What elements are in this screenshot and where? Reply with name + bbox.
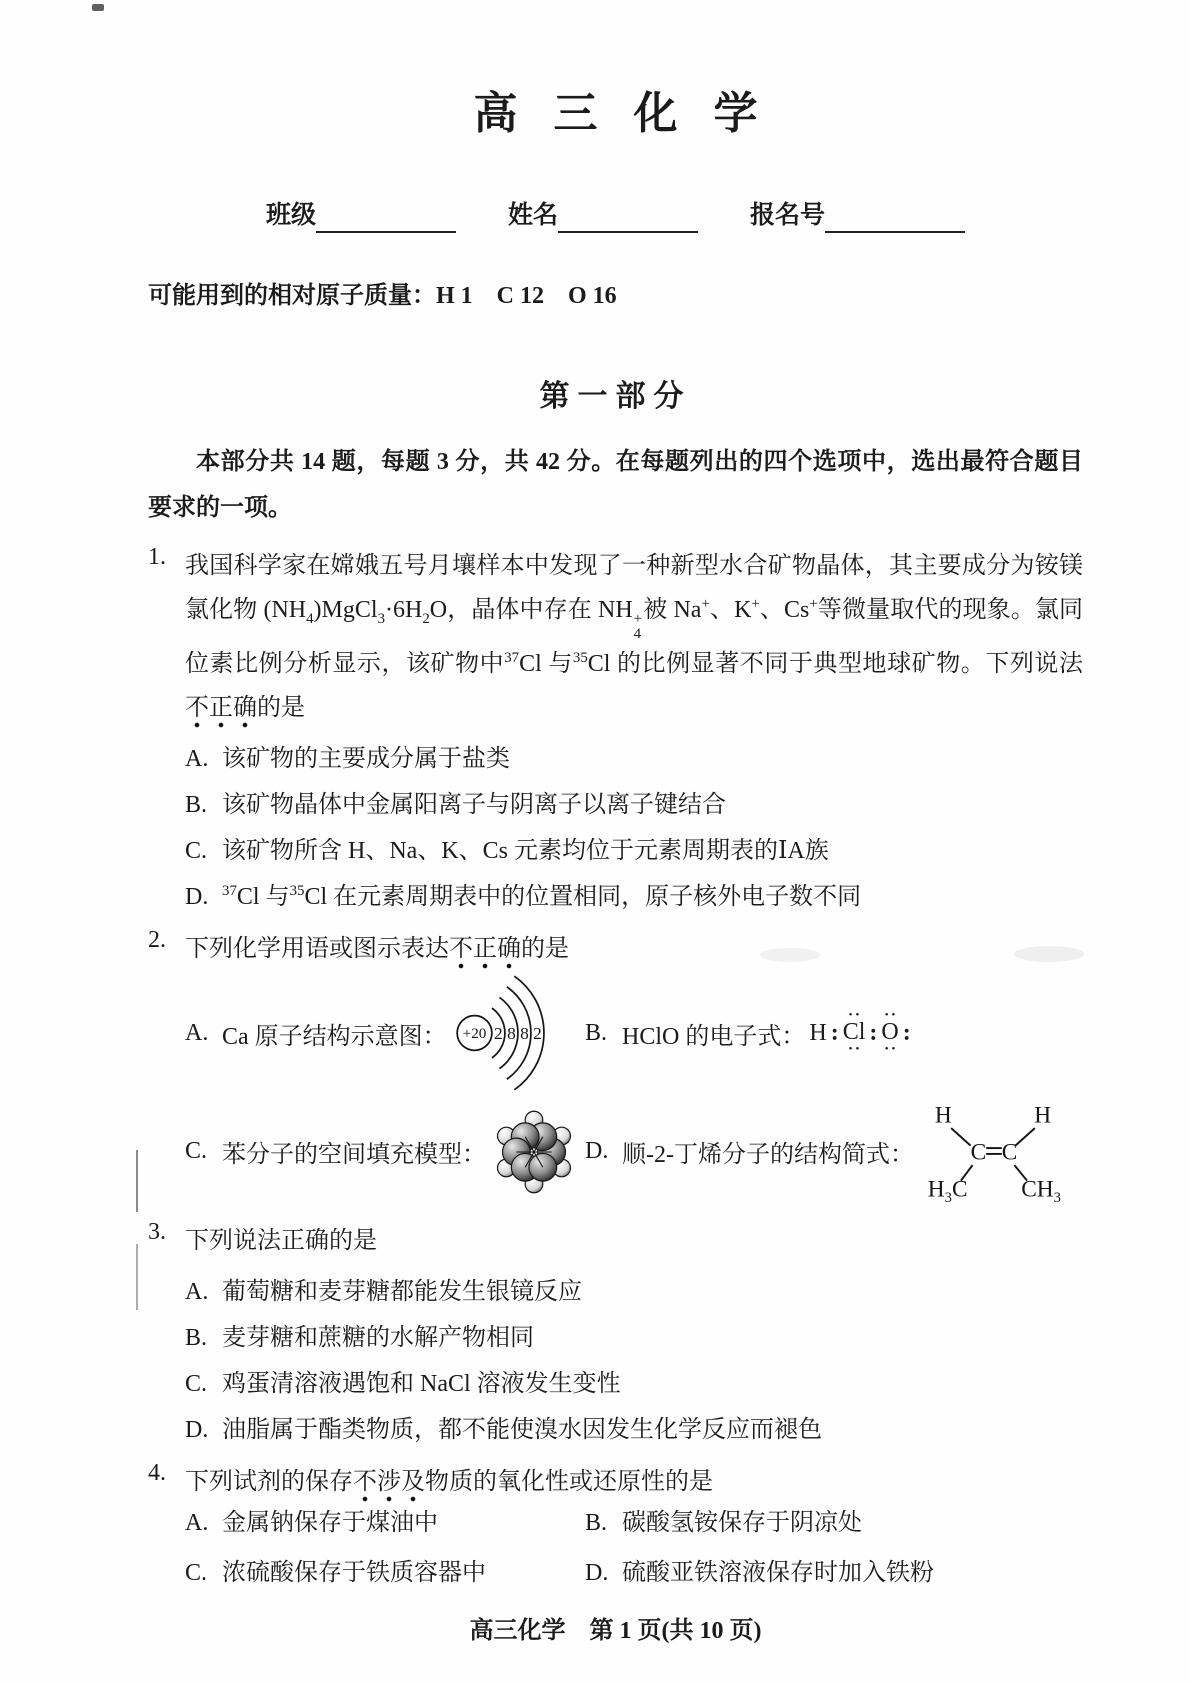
lone-pair-dots: •• (848, 1042, 863, 1055)
option-text: 该矿物的主要成分属于盐类 (222, 746, 510, 772)
nucleus-charge-label: +20 (462, 1025, 487, 1043)
option-item-b (585, 975, 1083, 1091)
lone-pair-dots: •• (884, 1042, 899, 1055)
question-stem: 下列试剂的保存不涉及物质的氧化性或还原性的是 (185, 1460, 1083, 1504)
option-text: 该矿物所含 H、Na、K、Cs 元素均位于元素周期表的ⅠA族 (222, 838, 829, 864)
student-info-row (148, 199, 1083, 233)
option-item-c (185, 1367, 1083, 1401)
lone-pair-dots: •• (884, 1009, 899, 1022)
option-item-c (185, 1556, 585, 1590)
option-label: A. (185, 1279, 209, 1305)
benzene-space-filling-model (492, 1110, 576, 1194)
option-text: 苯分子的空间填充模型： (222, 1142, 486, 1168)
section-intro: 本部分共 14 题，每题 3 分，共 42 分。在每题列出的四个选项中，选出最符合题目要求的一项。 (148, 449, 1083, 521)
scan-artifact-line (136, 1244, 138, 1310)
option-text: 鸡蛋清溶液遇饱和 NaCl 溶液发生变性 (222, 1371, 621, 1397)
option-label: A. (185, 1019, 209, 1046)
shell-electron-count: 8 (519, 1023, 529, 1043)
option-label: D. (585, 1138, 609, 1164)
option-text: Ca 原子结构示意图： (222, 1023, 447, 1050)
chlorine-with-lone-pairs (842, 1009, 866, 1055)
option-item-d (585, 1097, 1083, 1206)
name-field (508, 199, 698, 233)
lone-pair-dots: •• (848, 1009, 863, 1022)
class-field-label: 班级 (265, 202, 316, 229)
carbon-symbol: C (1001, 1139, 1018, 1166)
option-text: 碳酸氢铵保存于阴凉处 (622, 1510, 862, 1536)
carbon-symbol: C (970, 1139, 987, 1166)
option-label: B. (585, 1019, 608, 1046)
question-stem: 我国科学家在嫦娥五号月壤样本中发现了一种新型水合矿物晶体，其主要成分为铵镁氯化物 $(NH_4)MgCl_3\cdot 6H_2O$，晶体中存在 NH + 4 被 Na+、K+、Cs+等微量取代的现象。氯同位素比例分析显示，该矿物中$^{37}$Cl 与$^{35}$Cl 的比例显著不同于典型地球矿物。下列说法不正确的是 (185, 544, 1083, 730)
option-item-a (185, 742, 1083, 776)
option-text: 硫酸亚铁溶液保存时加入铁粉 (622, 1560, 934, 1586)
section-heading: 第一部分 (539, 380, 692, 413)
hydrogen-symbol: H (934, 1102, 952, 1129)
methyl-group-label: $CH_3$ (1021, 1176, 1061, 1207)
option-text: 油脂属于酯类物质，都不能使溴水因发生化学反应而褪色 (222, 1417, 822, 1443)
question-number: 3. (148, 1219, 166, 1245)
oxygen-symbol: O (881, 1019, 899, 1046)
option-text: 麦芽糖和蔗糖的水解产物相同 (222, 1325, 534, 1351)
option-label: B. (585, 1510, 608, 1536)
shell-electron-count: 2 (532, 1023, 542, 1043)
option-item-b (185, 788, 1083, 822)
option-label: A. (185, 746, 209, 772)
option-label: B. (185, 1325, 208, 1351)
option-text: HClO 的电子式： (622, 1023, 806, 1050)
cis-2-butene-structure-diagram (920, 1097, 1066, 1206)
hclo-electron-formula (809, 1009, 914, 1055)
option-item-b (585, 1506, 1083, 1540)
class-blank-line (316, 201, 456, 233)
option-item-d (585, 1556, 1083, 1590)
exam-id-field (750, 199, 965, 233)
chlorine-symbol: Cl (842, 1019, 866, 1046)
option-item-c (185, 1097, 585, 1206)
question-2 (148, 927, 1083, 1206)
name-field-label: 姓名 (507, 202, 558, 229)
question-4 (148, 1460, 1083, 1590)
option-label: D. (185, 884, 209, 910)
exam-id-blank-line (825, 201, 965, 233)
scan-artifact-corner (92, 4, 104, 11)
option-text: 浓硫酸保存于铁质容器中 (222, 1560, 486, 1586)
question-number: 2. (148, 927, 166, 953)
option-label: C. (185, 1138, 208, 1164)
option-item-d (185, 1413, 1083, 1447)
option-label: C. (185, 1371, 208, 1397)
atomic-mass-note: 可能用到的相对原子质量：H 1 C 12 O 16 (148, 283, 617, 309)
option-item-a (185, 1275, 1083, 1309)
scan-artifact-line (136, 1150, 138, 1212)
class-field (266, 199, 456, 233)
exam-id-field-label: 报名号 (750, 202, 826, 229)
bonding-pair-dots: : (830, 1019, 839, 1046)
ca-atom-structure-diagram (455, 975, 549, 1091)
question-number: 4. (148, 1460, 166, 1486)
shell-electron-count: 8 (506, 1023, 516, 1043)
option-item-d (185, 880, 1083, 914)
option-item-c (185, 834, 1083, 868)
option-text: 顺-2-丁烯分子的结构简式： (622, 1142, 914, 1168)
question-1 (148, 544, 1083, 914)
option-item-b (185, 1321, 1083, 1355)
question-stem: 下列说法正确的是 (185, 1228, 377, 1254)
option-label: C. (185, 838, 208, 864)
option-item-a (185, 1506, 585, 1540)
name-blank-line (558, 201, 698, 233)
methyl-group-label: $H_3C$ (927, 1176, 968, 1207)
oxygen-with-lone-pairs (881, 1009, 899, 1055)
option-text: 金属钠保存于煤油中 (222, 1510, 438, 1536)
hydrogen-symbol: H (1034, 1102, 1052, 1129)
option-text: 该矿物晶体中金属阳离子与阴离子以离子键结合 (222, 792, 726, 818)
option-label: C. (185, 1560, 208, 1586)
page-footer: 高三化学 第 1 页(共 10 页) (469, 1618, 762, 1644)
option-label: A. (185, 1510, 209, 1536)
question-number: 1. (148, 544, 166, 570)
question-stem: 下列化学用语或图示表达不正确的是 (185, 927, 1083, 971)
bonding-pair-dots: : (869, 1019, 878, 1046)
hydrogen-symbol: H (809, 1019, 827, 1046)
option-label: B. (185, 792, 208, 818)
option-label: D. (185, 1417, 209, 1443)
shell-electron-count: 2 (493, 1023, 503, 1043)
option-label: D. (585, 1560, 609, 1586)
question-3 (148, 1219, 1083, 1447)
option-text: $^{37}$Cl 与$^{35}$Cl 在元素周期表中的位置相同，原子核外电子数不同 (222, 883, 862, 910)
page-content (148, 0, 1083, 1645)
option-text: 葡萄糖和麦芽糖都能发生银镜反应 (222, 1279, 582, 1305)
option-item-a (185, 975, 585, 1091)
lone-pair-dots: : (902, 1019, 911, 1046)
page-title: 高三化学 (473, 89, 794, 138)
